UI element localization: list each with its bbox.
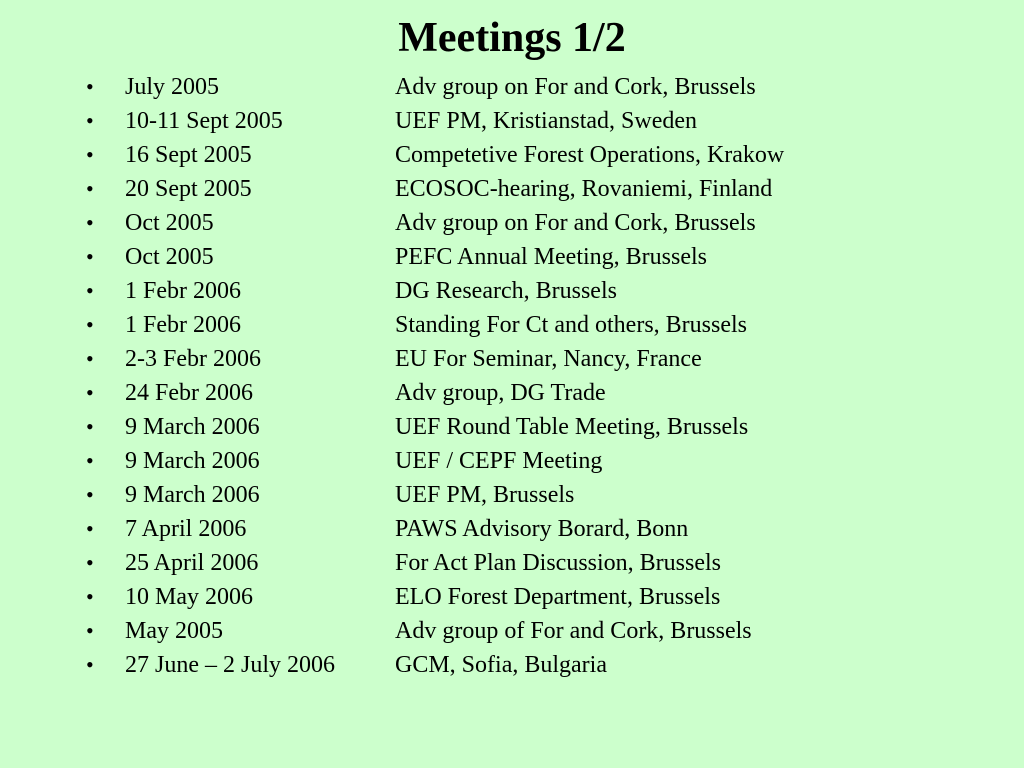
list-item (0, 308, 1024, 342)
meeting-date: 2-3 Febr 2006 (125, 346, 261, 372)
list-item (0, 376, 1024, 410)
bullet-icon: • (86, 414, 94, 439)
list-item (0, 512, 1024, 546)
bullet-icon: • (86, 482, 94, 507)
meeting-description: PEFC Annual Meeting, Brussels (395, 244, 708, 270)
meeting-date: 16 Sept 2005 (125, 142, 252, 168)
bullet-icon: • (86, 652, 94, 677)
meeting-description: Adv group on For and Cork, Brussels (395, 74, 756, 100)
meeting-date: Oct 2005 (125, 244, 214, 270)
meeting-description: DG Research, Brussels (395, 278, 617, 304)
meeting-description: UEF / CEPF Meeting (395, 448, 603, 474)
list-item (0, 478, 1024, 512)
meeting-description: ELO Forest Department, Brussels (395, 584, 721, 610)
meeting-description: UEF PM, Kristianstad, Sweden (395, 108, 697, 134)
bullet-icon: • (86, 346, 94, 371)
meeting-description: For Act Plan Discussion, Brussels (395, 550, 722, 576)
bullet-icon: • (86, 584, 94, 609)
meeting-date: 10 May 2006 (125, 584, 253, 610)
bullet-icon: • (86, 142, 94, 167)
bullet-icon: • (86, 380, 94, 405)
meeting-description: PAWS Advisory Borard, Bonn (395, 516, 689, 542)
meeting-date: 9 March 2006 (125, 482, 260, 508)
list-item (0, 172, 1024, 206)
list-item (0, 614, 1024, 648)
meeting-description: UEF Round Table Meeting, Brussels (395, 414, 749, 440)
list-item (0, 410, 1024, 444)
meeting-description: Adv group on For and Cork, Brussels (395, 210, 756, 236)
meeting-date: 1 Febr 2006 (125, 312, 241, 338)
list-item (0, 648, 1024, 682)
meeting-description: EU For Seminar, Nancy, France (395, 346, 702, 372)
meeting-description: Adv group, DG Trade (395, 380, 606, 406)
bullet-icon: • (86, 278, 94, 303)
bullet-icon: • (86, 244, 94, 269)
list-item (0, 240, 1024, 274)
list-item (0, 274, 1024, 308)
bullet-icon: • (86, 618, 94, 643)
meeting-date: 9 March 2006 (125, 414, 260, 440)
list-item (0, 104, 1024, 138)
meeting-date: May 2005 (125, 618, 223, 644)
meeting-description: ECOSOC-hearing, Rovaniemi, Finland (395, 176, 773, 202)
bullet-icon: • (86, 210, 94, 235)
meeting-date: July 2005 (125, 74, 220, 100)
bullet-icon: • (86, 176, 94, 201)
meeting-date: 27 June – 2 July 2006 (125, 652, 335, 678)
meeting-date: 24 Febr 2006 (125, 380, 253, 406)
bullet-icon: • (86, 448, 94, 473)
meeting-date: Oct 2005 (125, 210, 214, 236)
list-item (0, 70, 1024, 104)
meeting-date: 10-11 Sept 2005 (125, 108, 283, 134)
meeting-description: Adv group of For and Cork, Brussels (395, 618, 752, 644)
list-item (0, 580, 1024, 614)
meeting-date: 9 March 2006 (125, 448, 260, 474)
bullet-icon: • (86, 312, 94, 337)
list-item (0, 342, 1024, 376)
bullet-icon: • (86, 108, 94, 133)
list-item (0, 444, 1024, 478)
meeting-list (0, 70, 1024, 682)
bullet-icon: • (86, 74, 94, 99)
list-item (0, 206, 1024, 240)
meeting-description: Competetive Forest Operations, Krakow (395, 142, 785, 168)
meeting-date: 1 Febr 2006 (125, 278, 241, 304)
slide-title: Meetings 1/2 (398, 15, 626, 61)
meeting-description: UEF PM, Brussels (395, 482, 575, 508)
list-item (0, 546, 1024, 580)
list-item (0, 138, 1024, 172)
bullet-icon: • (86, 550, 94, 575)
meeting-date: 7 April 2006 (125, 516, 247, 542)
meeting-date: 25 April 2006 (125, 550, 259, 576)
bullet-icon: • (86, 516, 94, 541)
meeting-description: GCM, Sofia, Bulgaria (395, 652, 607, 678)
meeting-date: 20 Sept 2005 (125, 176, 252, 202)
meeting-description: Standing For Ct and others, Brussels (395, 312, 747, 338)
